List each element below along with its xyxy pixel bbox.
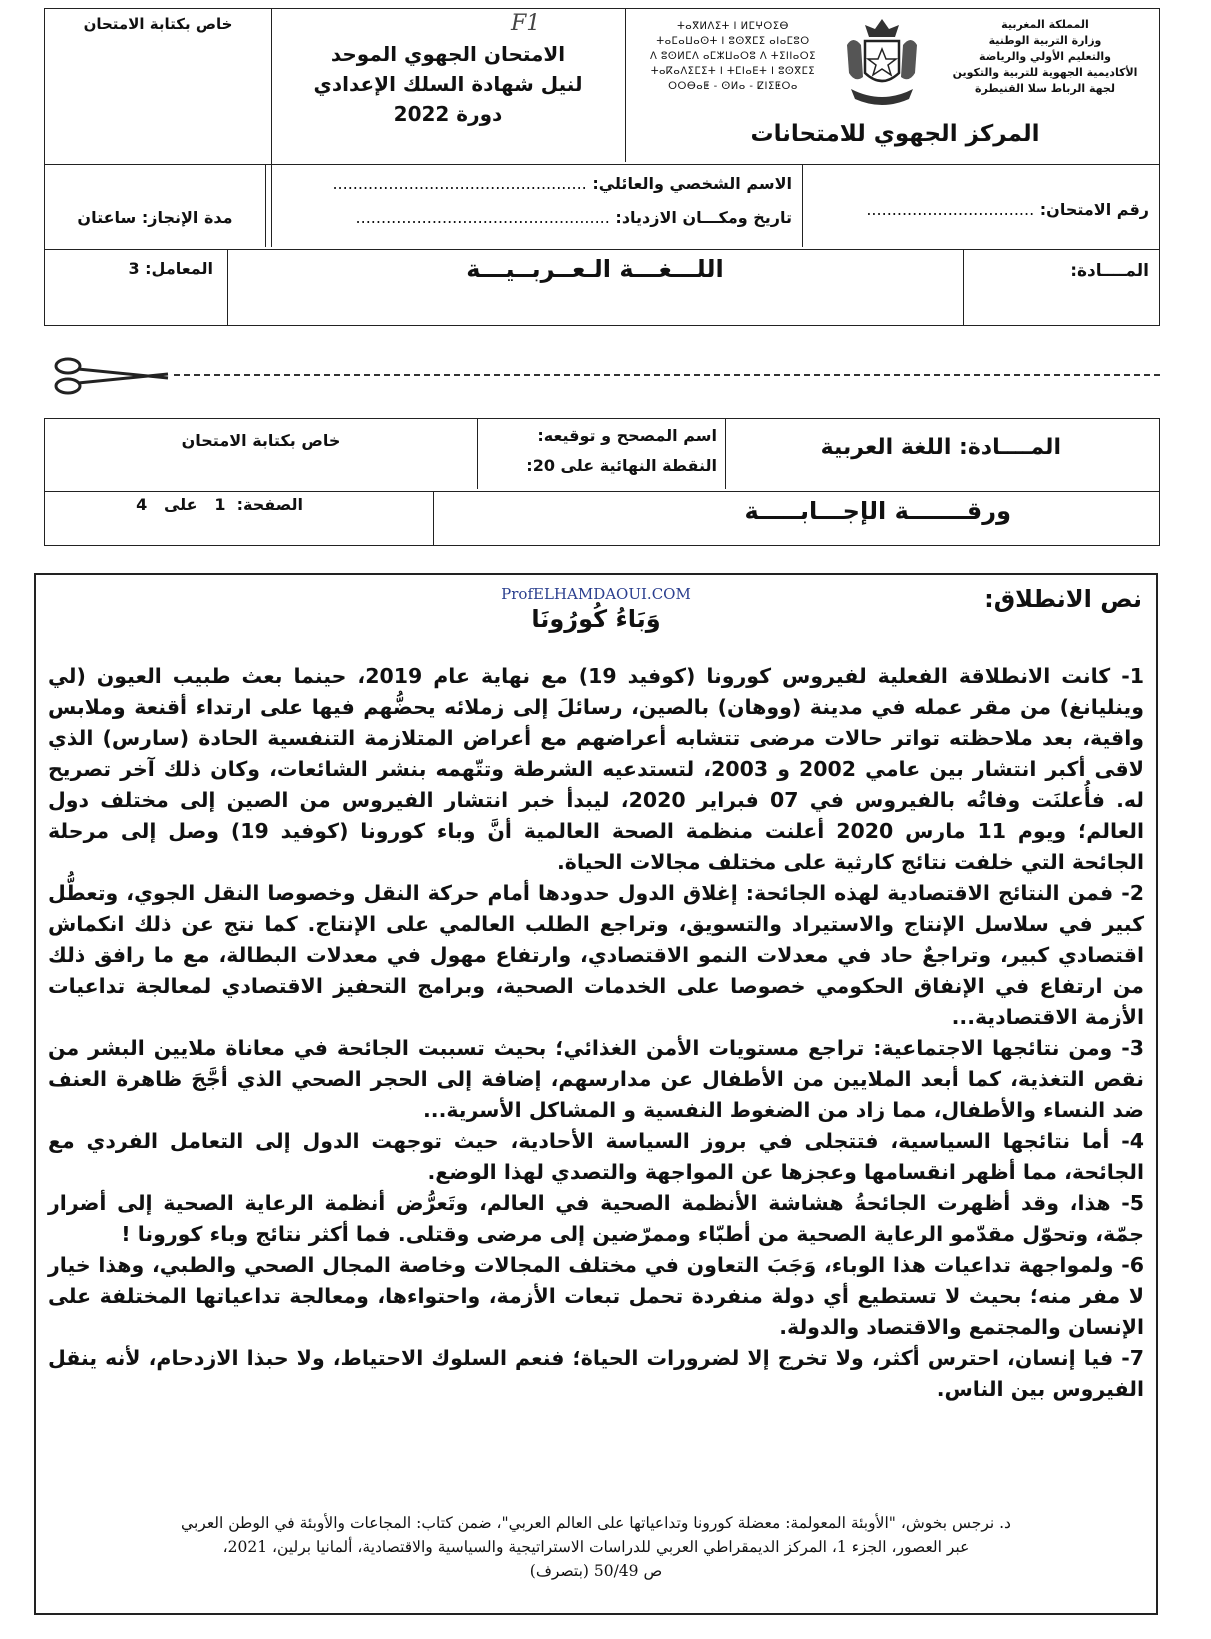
tifinagh-line: ⵜⴰⴳⵍⴷⵉⵜ ⵏ ⵍⵎⵖⵔⵉⴱ	[677, 21, 789, 32]
ministry-line: وزارة التربية الوطنية	[988, 34, 1102, 47]
coat-of-arms-emblem	[837, 15, 927, 111]
tifinagh-line: ⵜⴰⴽⴰⴷⵉⵎⵉⵜ ⵏ ⵜⵎⵏⴰⴹⵜ ⵏ ⵓⵙⴳⵎⵉ	[650, 66, 816, 77]
paragraph-2: 2- فمن النتائج الاقتصادية لهذه الجائحة: إغلاق الدول حدودها أمام حركة النقل وخصوصا النقل الجوي، وتعطُّل كبير في سلاسل الإنتاج والاستيراد والتسويق، وتراجع الطلب العالمي على الإنتاج. كما نتج عن ذلك انكماش اقتصادي كبير، وتراجعٌ حاد في معدلات النمو الاقتصادي، وارتفاع مهول في معدلات البطالة، مع ما رافق ذلك من ارتفاع في الإنفاق الحكومي خصوصا على الخدمات الصحية، وبرامج التحفيز الاقتصادي لمعالجة تداعيات الأزمة الاقتصادية...	[48, 881, 1144, 1029]
handwritten-mark: F1	[511, 11, 541, 36]
paragraph-5: 5- هذا، وقد أظهرت الجائحةُ هشاشة الأنظمة الصحية في العالم، وتَعرُّض أنظمة الرعاية الصحية إلى أضرار جمّة، وتحوّل مقدّمو الرعاية الصحية من أطبّاء وممرّضين إلى مرضى وقتلى. فما أكثر نتائج وباء كورونا !	[48, 1191, 1144, 1246]
corrector-label: اسم المصحح و توقيعه:	[537, 426, 717, 445]
reference-block	[56, 1511, 1136, 1583]
corrector-block	[477, 419, 725, 491]
tifinagh-line: ⵔⵔⴱⴰⵟ - ⵙⵍⴰ - ⵇⵏⵉⵟⵔⴰ	[668, 81, 798, 92]
paragraphs	[48, 661, 1144, 1405]
section-title: نص الانطلاق:	[984, 585, 1142, 613]
ministry-line: لجهة الرباط سلا القنيطرة	[975, 82, 1115, 95]
birth-label: تاريخ ومكـــان الازدياد:	[615, 208, 792, 227]
page-current: 1	[214, 495, 226, 514]
duration-label: مدة الإنجاز: ساعتان	[77, 208, 233, 227]
cut-dashed-line	[174, 374, 1160, 376]
page-indicator	[45, 491, 433, 547]
watermark: ProfELHAMDAOUI.COM	[501, 585, 691, 603]
answer-reserved-label: خاص بكتابة الامتحان	[181, 431, 341, 450]
exam-center-title: المركز الجهوي للامتحانات	[750, 121, 1040, 147]
exam-title-block	[271, 9, 625, 164]
paragraph-3: 3- ومن نتائجها الاجتماعية: تراجع مستويات الأمن الغذائي؛ بحيث تسببت الجائحة في معاناة ملايين البشر من نقص التغذية، كما أبعد الملايين من الأطفال عن مدارسهم، إضافة إلى الحجر الصحي الذي أجَّجَ ظاهرة العنف ضد النساء والأطفال، مما زاد من الضغوط النفسية و المشاكل الأسرية...	[48, 1036, 1144, 1122]
answer-sheet-title: ورقـــــــة الإجـــابـــــة	[744, 497, 1011, 525]
exam-session: دورة 2022	[393, 102, 503, 126]
name-label: الاسم الشخصي والعائلي:	[592, 174, 792, 193]
paragraph-1: 1- كانت الانطلاقة الفعلية لفيروس كورونا (كوفيد 19) مع نهاية عام 2019، حينما بعث طبيب العيون (لي وينليانغ) من مقر عمله في مدينة (ووهان) بالصين، رسائلَ إلى زملائه يحضُّهم فيها على ارتداء أقنعة وملابس واقية، بعد ملاحظته تواتر حالات مرضى تتشابه أعراضهم مع أعراض المتلازمة التنفسية الحادة (سارس) الذي لاقى أكبر انتشار بين عامي 2002 و 2003، لتستدعيه الشرطة وتتّهمه بنشر الشائعات، وكان ذلك آخر تصريح له. فأُعلنَت وفاتُه بالفيروس في 07 فبراير 2020، ليبدأ خبر انتشار الفيروس من الصين إلى مختلف دول العالم؛ ويوم 11 مارس 2020 أعلنت منظمة الصحة العالمية أنَّ وباء كورونا (كوفيد 19) وصل إلى مرحلة الجائحة التي خلفت نتائج كارثية على مختلف مجالات الحياة.	[48, 664, 1144, 874]
text-title: وَبَاءُ كُورُونَا	[531, 605, 661, 633]
ministry-arabic	[935, 17, 1155, 97]
paragraph-7: 7- فيا إنسان، احترس أكثر، ولا تخرج إلا لضرورات الحياة؛ فنعم السلوك الاحتياط، ولا حبذا الازدحام، لأنه ينقل الفيروس بين الناس.	[48, 1346, 1144, 1401]
reference-line-2: عبر العصور، الجزء 1، المركز الديمقراطي العربي للدراسات الاستراتيجية والسياسية والاقتصادية، ألمانيا برلين، 2021،	[222, 1538, 970, 1556]
paragraph-6: 6- ولمواجهة تداعيات هذا الوباء، وَجَبَ التعاون في مختلف المجالات وخاصة المجال الصحي والطبي، وهذا خيار لا مفر منه؛ بحيث لا تستطيع أي دولة منفردة تحمل تبعات الأزمة، واحتواءها، ومعالجة تداعياتها المختلفة على الإنسان والمجتمع والاقتصاد والدولة.	[48, 1253, 1144, 1339]
exam-header	[44, 8, 1160, 326]
exam-number-label: رقم الامتحان:	[1039, 200, 1149, 219]
page-total: 4	[136, 495, 148, 514]
name-field[interactable]: ..................................................	[332, 174, 587, 193]
birth-field[interactable]: ..................................................	[355, 208, 610, 227]
exam-number-field[interactable]: .................................	[866, 200, 1035, 219]
paragraph-4: 4- أما نتائجها السياسية، فتتجلى في بروز السياسة الأحادية، حيث توجهت الدول إلى التعامل الفردي مع الجائحة، مما أظهر انقسامها وعجزها عن المواجهة والتصدي لهذا الوضع.	[48, 1129, 1144, 1184]
scissors-icon	[50, 356, 170, 396]
coefficient-label: المعامل: 3	[128, 259, 213, 278]
ministry-tifinagh	[633, 19, 833, 94]
answer-subject: المــــادة: اللغة العربية	[820, 435, 1061, 460]
cut-line	[44, 356, 1160, 396]
ministry-line: والتعليم الأولي والرياضة	[979, 50, 1111, 63]
reference-line-3: ص 50/49 (بتصرف)	[529, 1562, 663, 1580]
subject-label: المــــادة:	[1070, 261, 1149, 281]
final-grade-label[interactable]: النقطة النهائية على 20:	[526, 456, 717, 475]
answer-sheet-header	[44, 418, 1160, 546]
exam-number-row	[802, 164, 1161, 249]
reserved-label: خاص بكتابة الامتحان	[83, 15, 233, 33]
exam-title-line-2: لنيل شهادة السلك الإعدادي	[313, 72, 583, 96]
exam-title-line-1: الامتحان الجهوي الموحد	[330, 42, 566, 66]
tifinagh-line: ⵜⴰⵎⴰⵡⴰⵙⵜ ⵏ ⵓⵙⴳⵎⵉ ⴰⵏⴰⵎⵓⵔ	[656, 36, 810, 47]
candidate-info	[265, 164, 802, 249]
reading-text-box	[34, 573, 1158, 1615]
ministry-block	[625, 9, 1161, 164]
tifinagh-line: ⴷ ⵓⵙⵍⵎⴷ ⴰⵎⵣⵡⴰⵔⵓ ⴷ ⵜⵉⵏⵏⴰⵔⵉ	[650, 51, 816, 62]
page-of: على	[163, 495, 198, 514]
reference-line-1: د. نرجس بخوش، "الأوبئة المعولمة: معضلة كورونا وتداعياتها على العالم العربي"، ضمن كتاب: المجاعات والأوبئة في الوطن العربي	[181, 1514, 1011, 1532]
ministry-line: الأكاديمية الجهوية للتربية والتكوين	[952, 66, 1138, 79]
page-label: الصفحة:	[236, 495, 303, 514]
ministry-line: المملكة المغربية	[1001, 18, 1089, 31]
subject-value: اللـــغـــة الـعــربــيـــة	[466, 255, 724, 283]
